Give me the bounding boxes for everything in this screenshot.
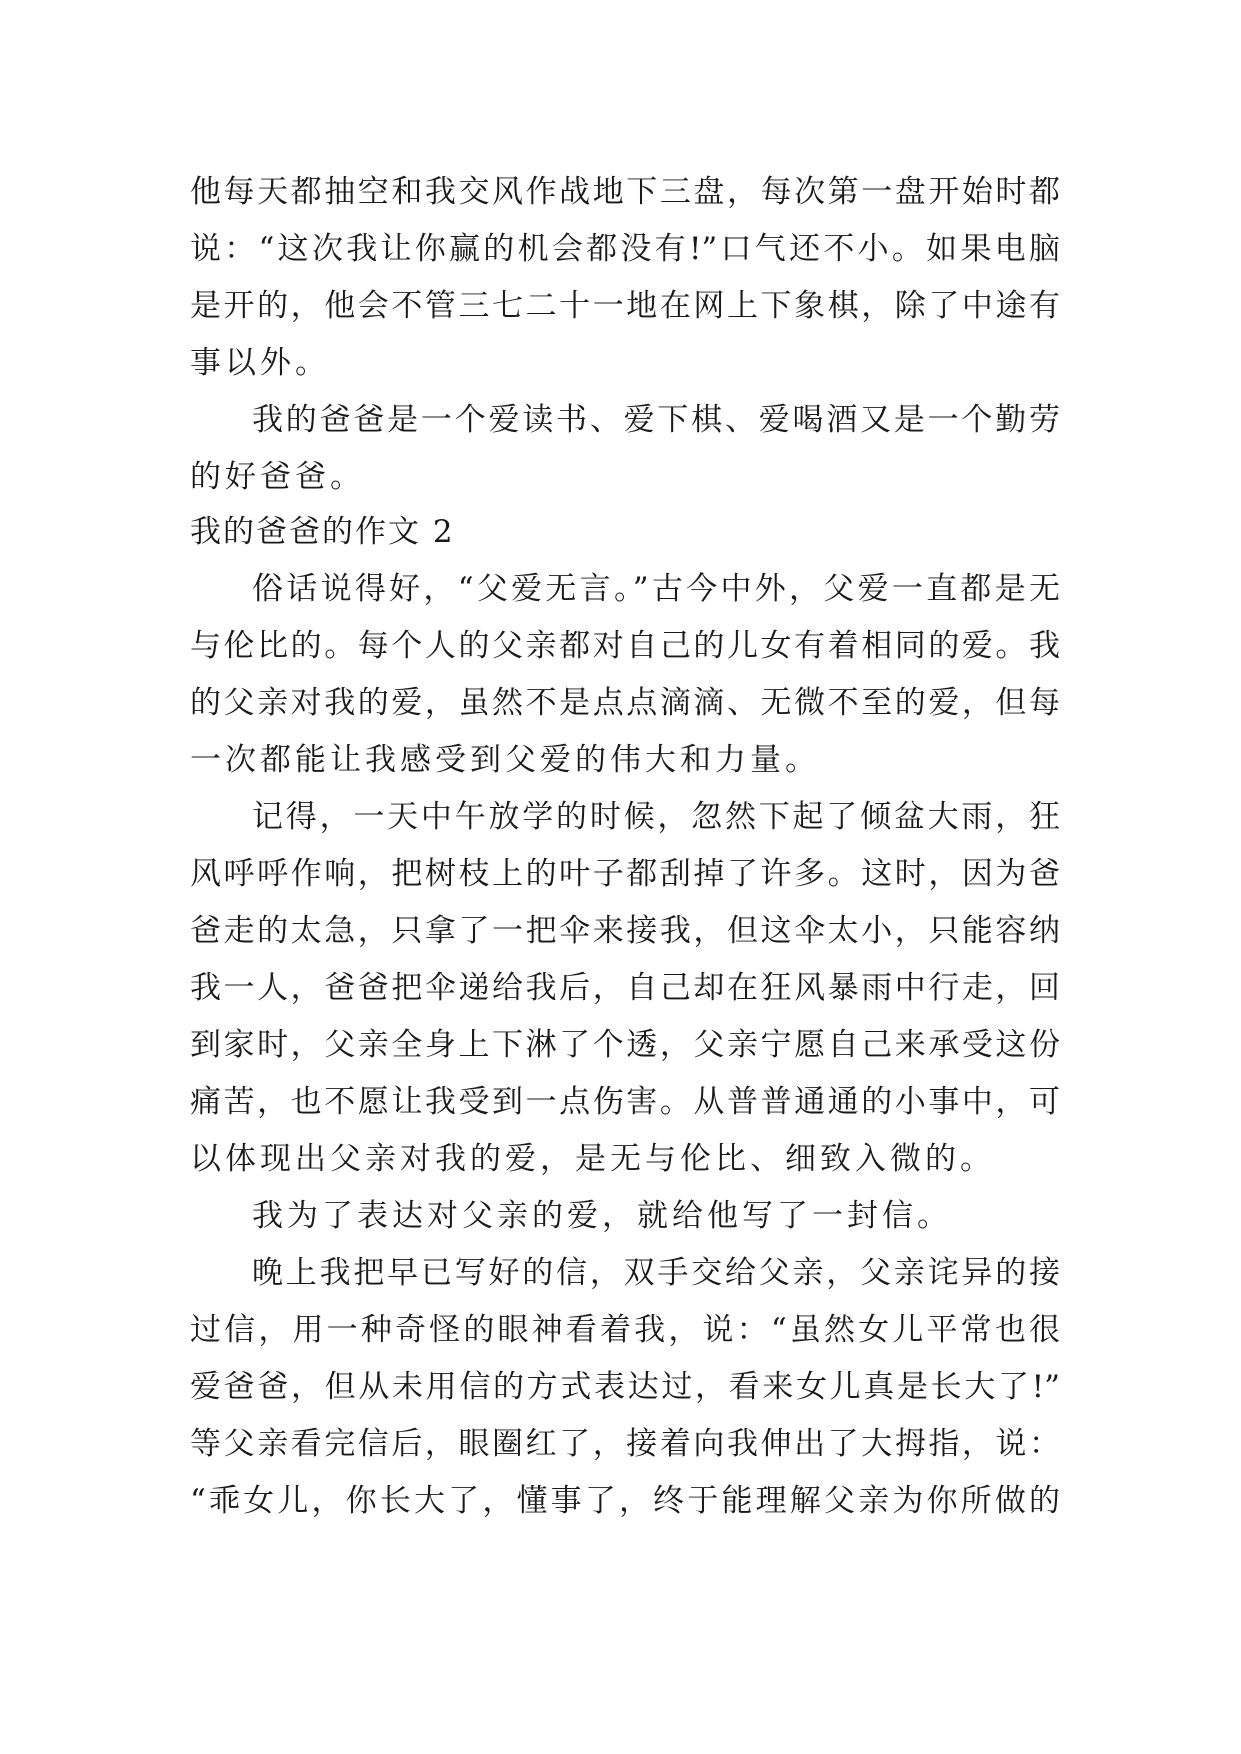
text-line: 俗话说得好，“父爱无言。”古今中外，父爱一直都是无	[252, 571, 1060, 607]
text-line: 一次都能让我感受到父爱的伟大和力量。	[190, 742, 820, 778]
text-line: 爱爸爸，但从未用信的方式表达过，看来女儿真是长大了!”	[190, 1369, 1060, 1405]
text-line: 记得，一天中午放学的时候，忽然下起了倾盆大雨，狂	[252, 799, 1060, 835]
text-line: 等父亲看完信后，眼圈红了，接着向我伸出了大拇指，说：	[190, 1426, 1060, 1462]
text-line: “乖女儿，你长大了，懂事了，终于能理解父亲为你所做的	[190, 1483, 1060, 1519]
text-line: 的好爸爸。	[190, 459, 365, 495]
text-line: 说：“这次我让你赢的机会都没有!”口气还不小。如果电脑	[190, 231, 1060, 267]
text-line: 爸走的太急，只拿了一把伞来接我，但这伞太小，只能容纳	[190, 913, 1060, 949]
text-line: 以体现出父亲对我的爱，是无与伦比、细致入微的。	[190, 1141, 995, 1177]
text-line: 风呼呼作响，把树枝上的叶子都刮掉了许多。这时，因为爸	[190, 856, 1060, 892]
text-line: 我的爸爸是一个爱读书、爱下棋、爱喝酒又是一个勤劳	[252, 402, 1060, 438]
text-line: 过信，用一种奇怪的眼神看着我，说：“虽然女儿平常也很	[190, 1312, 1060, 1348]
text-line: 我为了表达对父亲的爱，就给他写了一封信。	[252, 1198, 952, 1234]
text-line: 是开的，他会不管三七二十一地在网上下象棋，除了中途有	[190, 288, 1060, 324]
text-line: 我一人，爸爸把伞递给我后，自己却在狂风暴雨中行走，回	[190, 970, 1060, 1006]
text-line: 的父亲对我的爱，虽然不是点点滴滴、无微不至的爱，但每	[190, 685, 1060, 721]
text-line: 与伦比的。每个人的父亲都对自己的儿女有着相同的爱。我	[190, 628, 1060, 664]
text-line: 痛苦，也不愿让我受到一点伤害。从普普通通的小事中，可	[190, 1084, 1060, 1120]
text-line: 事以外。	[190, 345, 330, 381]
text-line: 到家时，父亲全身上下淋了个透，父亲宁愿自己来承受这份	[190, 1027, 1060, 1063]
text-line: 晚上我把早已写好的信，双手交给父亲，父亲诧异的接	[252, 1255, 1060, 1291]
text-line: 他每天都抽空和我交风作战地下三盘，每次第一盘开始时都	[190, 174, 1060, 210]
section-heading: 我的爸爸的作文 2	[190, 514, 455, 550]
